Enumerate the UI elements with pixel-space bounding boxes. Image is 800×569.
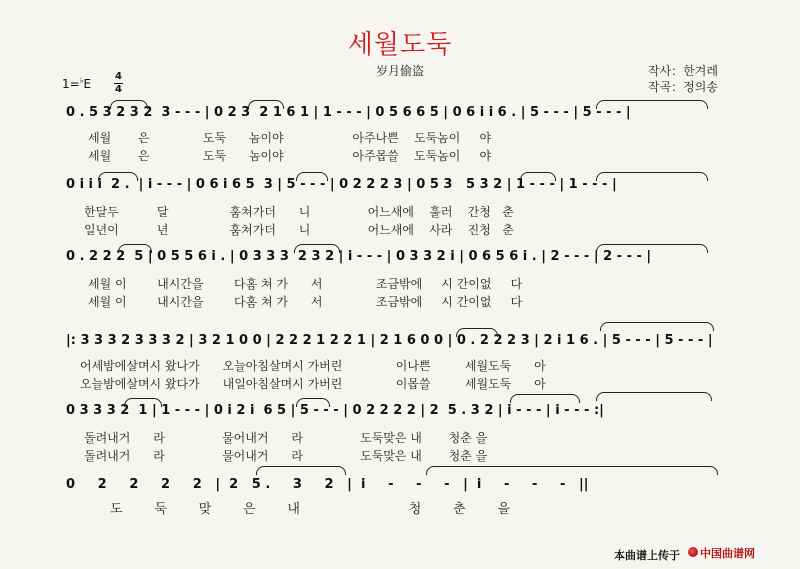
lyric-line-4b: 오늘밤에살며시 왔다가 내일아침살며시 가버린 이몹쓸 세월도둑 아 [80,377,546,391]
lyric-line-5a: 돌려내거 라 물어내거 라 도둑맞은 내 청춘 을 [84,431,488,445]
flat-sign: ♭ [79,76,84,85]
lyric-line-3a: 세월 이 내시간을 다홈 쳐 가 서 조금밖에 시 간이없 다 [88,277,523,291]
notation-line-2: 0 i i i 2 . | i - - - | 0 6 i 6 5 3 | 5 - - - | 0 2 2 2 3 | 0 5 3 5 3 2 | 1 - - - | 1 - - - | [66,177,617,192]
slur [256,466,346,475]
key-signature [62,76,91,91]
slur [296,398,330,407]
composer-credit: 작곡：정의송 [648,80,718,94]
time-signature [114,72,123,95]
slur [98,172,138,181]
lyric-line-1b: 세월 은 도둑 놈이야 아주몹쓸 도둑놈이 야 [88,149,492,163]
notation-line-1: 0 . 5 3 2 3 2 3 - - - | 0 2 3 2 1 6 1 | 1 - - - | 0 5 6 6 5 | 0 6 i i 6 . | 5 - - - | 5 - - - | [66,105,631,120]
tie [596,172,708,181]
slur [118,244,152,253]
tie [596,100,708,109]
lyric-line-3b: 세월 이 내시간을 다홈 쳐 가 서 조금밖에 시 간이없 다 [88,295,523,309]
slur [294,244,340,253]
tie [426,466,718,475]
slur [248,100,284,109]
meter-top: 4 [115,71,122,82]
tie [596,392,712,401]
notation-line-5: 0 3 3 3 2 1 | 1 - - - | 0 i 2 i 6 5 | 5 - - - | 0 2 2 2 2 | 2 5 . 3 2 | i - - - | i - - - :| [66,403,604,418]
lyric-line-2b: 일년이 년 훔쳐가더 니 어느새에 사라 진청 춘 [84,223,514,237]
key-note: E [83,77,92,91]
slur [110,100,148,109]
lyricist-credit: 작사：한겨레 [648,64,718,78]
slur [510,394,580,403]
lyric-line-1a: 세월 은 도둑 놈이야 아주나쁜 도둑놈이 야 [88,131,492,145]
lyric-line-6: 도 둑 맞 은 내 청 춘 을 [110,502,512,517]
notation-line-6: 0 2 2 2 2 | 2 5 . 3 2 | i - - - | i - - - || [66,477,589,492]
slur [520,172,556,181]
song-title: 세월도둑 [347,30,453,60]
notation-line-3: 0 . 2 2 2 5 | 0 5 5 6 i . | 0 3 3 3 2 3 2 | i - - - | 0 3 3 2 i | 0 6 5 6 i . | 2 - - - | 2 - - - | [66,249,652,264]
slur [456,328,498,337]
lyric-line-4a: 어세밤에살며시 왔나가 오늘아침살며시 가버린 이나쁜 세월도둑 아 [80,359,546,373]
site-logo-text: 中国曲谱网 [700,547,755,560]
meter-bottom: 4 [115,84,122,95]
lyric-line-2a: 한달두 달 훔쳐가더 니 어느새에 훌러 간청 춘 [84,205,514,219]
lyric-line-5b: 돌려내거 라 물어내거 라 도둑맞은 내 청춘 을 [84,449,488,463]
slur [124,398,162,407]
tie [596,244,708,253]
slur [296,172,328,181]
tie [600,322,714,331]
site-logo-icon [688,547,698,557]
song-subtitle: 岁月偷盗 [375,64,424,78]
key-label: 1= [62,77,80,91]
notation-line-4: |: 3 3 3 2 3 3 3 2 | 3 2 1 0 0 | 2 2 2 1 2 2 1 | 2 1 6 0 0 | 0 . 2 2 2 3 | 2 i 1 6 . | 5 - - - | 5 - - - | [66,333,713,348]
footer-text: 本曲谱上传于 [614,549,680,562]
